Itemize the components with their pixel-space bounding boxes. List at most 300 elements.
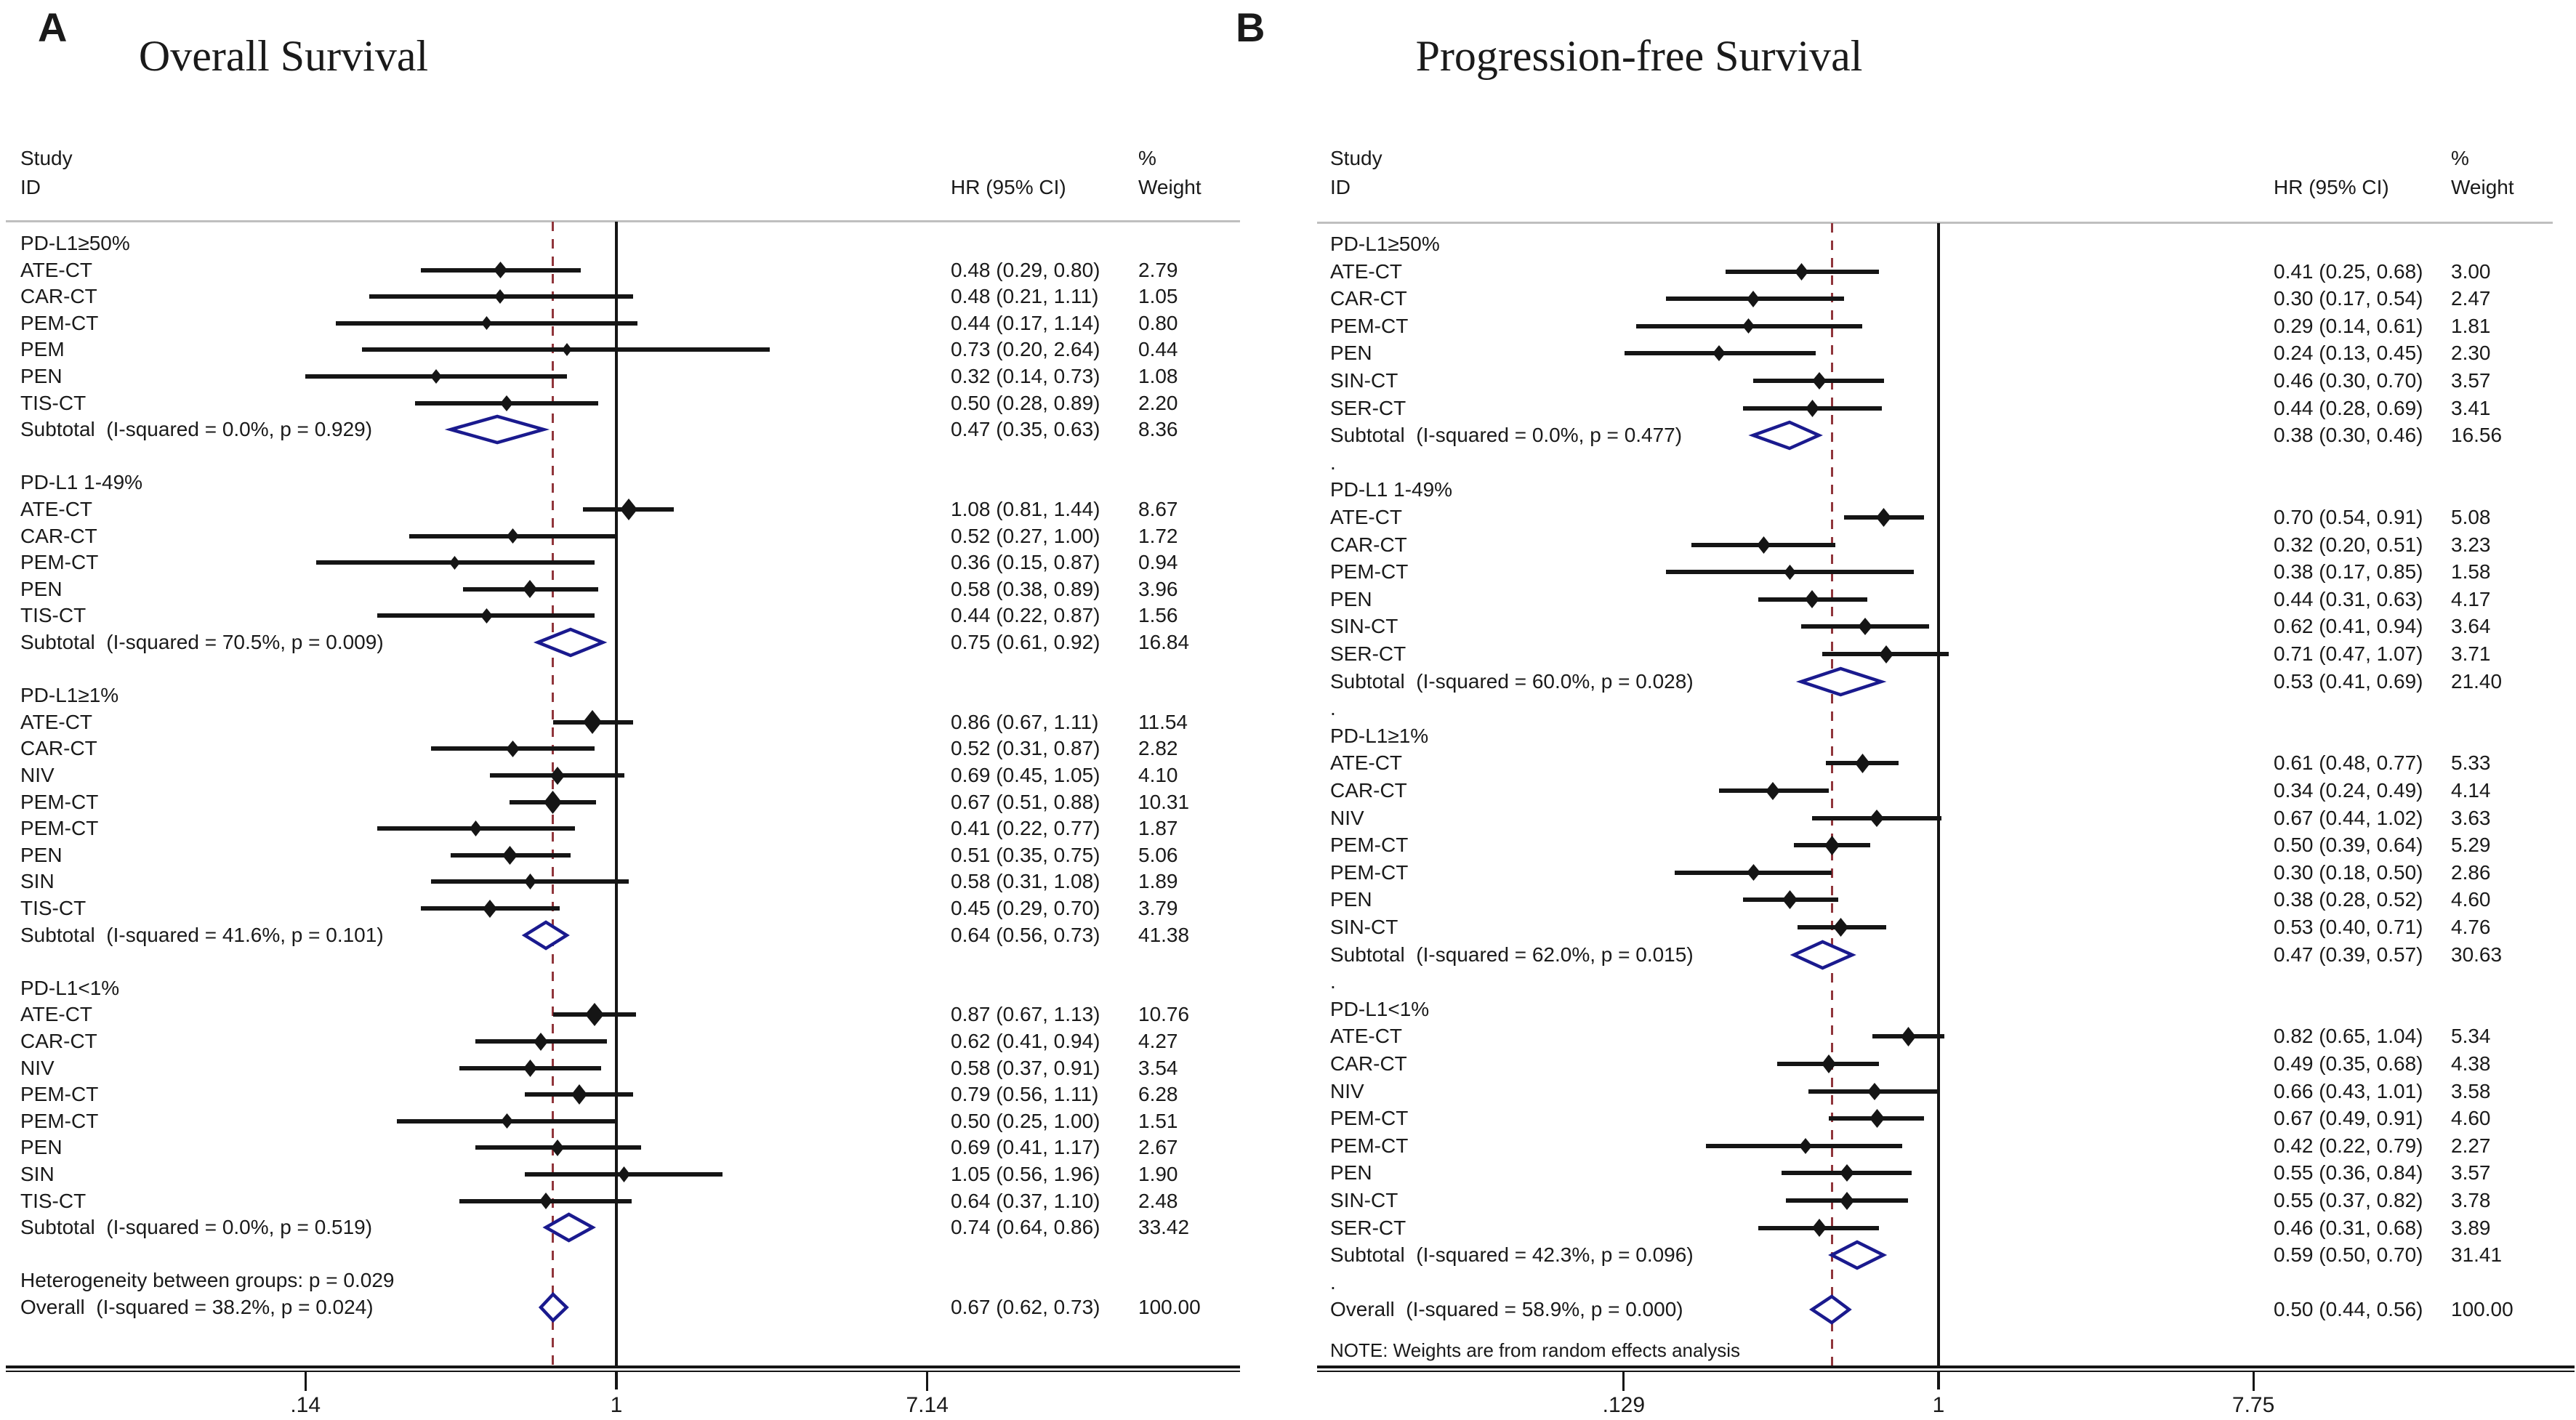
study-marker <box>1747 864 1760 881</box>
study-marker <box>1812 1219 1827 1237</box>
study-hr-value: 0.38 (0.17, 0.85) <box>2274 560 2423 584</box>
study-label: PEM-CT <box>1330 1107 1409 1130</box>
subtotal-diamond <box>534 625 607 660</box>
study-label: SIN <box>20 1163 55 1185</box>
group-label: PD-L1<1% <box>20 976 120 999</box>
study-weight-value: 10.76 <box>1138 1003 1190 1026</box>
axis-tick-label: 7.14 <box>906 1393 949 1417</box>
study-marker <box>507 528 519 544</box>
study-label: SIN-CT <box>1330 916 1398 938</box>
study-hr-value: 0.82 (0.65, 1.04) <box>2274 1025 2423 1048</box>
subtotal-weight-value: 31.41 <box>2451 1243 2503 1267</box>
study-hr-value: 0.30 (0.17, 0.54) <box>2274 287 2423 310</box>
study-marker <box>1795 263 1808 281</box>
group-label: PD-L1≥1% <box>1330 724 1429 747</box>
subtotal-weight-value: 16.84 <box>1138 631 1190 653</box>
study-weight-value: 6.28 <box>1138 1083 1178 1106</box>
study-label: SIN-CT <box>1330 369 1398 392</box>
subtotal-label: Subtotal (I-squared = 0.0%, p = 0.929) <box>20 418 373 441</box>
study-label: PEM-CT <box>1330 834 1409 857</box>
subtotal-hr-value: 0.53 (0.41, 0.69) <box>2274 669 2423 693</box>
subtotal-hr-value: 0.64 (0.56, 0.73) <box>951 923 1100 946</box>
study-label: PEM-CT <box>20 1109 99 1132</box>
study-weight-value: 5.08 <box>2451 506 2491 528</box>
study-marker <box>1806 400 1819 417</box>
group-separator-dot: . <box>1330 1270 1336 1294</box>
study-weight-value: 1.58 <box>2451 560 2491 584</box>
study-weight-value: 2.47 <box>2451 287 2491 310</box>
subtotal-diamond <box>520 918 571 953</box>
null-effect-line <box>615 222 618 1389</box>
study-marker <box>506 741 520 757</box>
study-weight-value: 3.23 <box>2451 533 2491 556</box>
axis-tick <box>1622 1372 1625 1391</box>
study-weight-value: 4.17 <box>2451 587 2491 610</box>
study-weight-value: 2.20 <box>1138 391 1178 414</box>
study-marker <box>502 846 518 865</box>
overall-diamond <box>1808 1292 1853 1327</box>
subtotal-weight-value: 8.36 <box>1138 418 1178 441</box>
subtotal-hr-value: 0.59 (0.50, 0.70) <box>2274 1243 2423 1267</box>
panel-title: Progression-free Survival <box>1415 32 1863 80</box>
subtotal-weight-value: 16.56 <box>2451 424 2503 447</box>
study-label: PEN <box>1330 1161 1372 1185</box>
study-weight-value: 3.64 <box>2451 615 2491 638</box>
study-weight-value: 2.67 <box>1138 1136 1178 1159</box>
study-label: SIN <box>20 870 55 893</box>
study-weight-value: 1.87 <box>1138 817 1178 840</box>
group-label: PD-L1 1-49% <box>1330 478 1453 501</box>
study-label: ATE-CT <box>20 710 93 733</box>
group-separator-dot: . <box>1330 697 1336 720</box>
study-weight-value: 0.80 <box>1138 311 1178 334</box>
group-separator-dot: . <box>1330 451 1336 474</box>
study-hr-value: 0.67 (0.49, 0.91) <box>2274 1107 2423 1130</box>
axis-tick-label: .14 <box>290 1393 321 1417</box>
x-axis-line <box>6 1365 1240 1372</box>
study-hr-value: 0.44 (0.17, 1.14) <box>951 311 1100 334</box>
axis-tick-label: 1 <box>1932 1393 1945 1417</box>
panel-title: Overall Survival <box>138 32 429 80</box>
study-hr-value: 0.67 (0.44, 1.02) <box>2274 806 2423 829</box>
study-hr-value: 0.64 (0.37, 1.10) <box>951 1189 1100 1212</box>
header-rule <box>1317 222 2553 224</box>
study-weight-value: 2.82 <box>1138 737 1178 760</box>
study-marker <box>524 874 536 889</box>
study-weight-value: 3.41 <box>2451 396 2491 419</box>
study-hr-value: 0.48 (0.21, 1.11) <box>951 285 1099 308</box>
study-weight-value: 3.58 <box>2451 1079 2491 1102</box>
study-label: CAR-CT <box>1330 779 1407 802</box>
study-hr-value: 0.44 (0.31, 0.63) <box>2274 587 2423 610</box>
study-label: PEM-CT <box>1330 560 1409 584</box>
study-label: NIV <box>1330 1079 1364 1102</box>
study-weight-value: 5.29 <box>2451 834 2491 857</box>
study-label: PEN <box>20 843 63 866</box>
study-label: PEN <box>20 1136 63 1159</box>
subtotal-weight-value: 33.42 <box>1138 1216 1190 1239</box>
overall-diamond <box>536 1290 571 1325</box>
study-label: NIV <box>20 1056 55 1079</box>
study-marker <box>551 1139 564 1156</box>
study-label: PEM-CT <box>20 551 99 574</box>
study-weight-value: 4.60 <box>2451 1107 2491 1130</box>
study-marker <box>470 820 482 836</box>
study-hr-value: 0.49 (0.35, 0.68) <box>2274 1052 2423 1075</box>
study-marker <box>1742 318 1755 334</box>
study-weight-value: 3.71 <box>2451 642 2491 665</box>
study-marker <box>1840 1164 1854 1182</box>
study-marker <box>1747 291 1760 307</box>
study-hr-value: 0.62 (0.41, 0.94) <box>2274 615 2423 638</box>
subtotal-weight-value: 30.63 <box>2451 943 2503 966</box>
study-weight-value: 5.06 <box>1138 843 1178 866</box>
study-marker <box>1833 918 1848 937</box>
group-label: PD-L1 1-49% <box>20 471 143 494</box>
study-marker <box>571 1084 587 1105</box>
study-weight-value: 1.05 <box>1138 285 1178 308</box>
study-marker <box>481 316 492 330</box>
study-marker <box>1822 1054 1836 1073</box>
subtotal-hr-value: 0.74 (0.64, 0.86) <box>951 1216 1100 1239</box>
subtotal-hr-value: 0.38 (0.30, 0.46) <box>2274 424 2423 447</box>
subtotal-label: Subtotal (I-squared = 60.0%, p = 0.028) <box>1330 669 1694 693</box>
study-hr-value: 0.55 (0.36, 0.84) <box>2274 1161 2423 1185</box>
study-label: PEM-CT <box>20 817 99 840</box>
study-marker <box>500 395 513 411</box>
study-hr-value: 0.62 (0.41, 0.94) <box>951 1030 1100 1052</box>
study-weight-value: 1.51 <box>1138 1109 1178 1132</box>
axis-tick <box>926 1372 928 1391</box>
study-marker <box>449 556 460 570</box>
study-hr-value: 0.79 (0.56, 1.11) <box>951 1083 1099 1106</box>
study-hr-value: 0.44 (0.22, 0.87) <box>951 604 1100 627</box>
study-label: ATE-CT <box>20 258 93 281</box>
panel-letter: A <box>38 4 68 50</box>
study-marker <box>1757 536 1771 554</box>
study-weight-value: 2.30 <box>2451 342 2491 365</box>
study-marker <box>1824 836 1840 855</box>
study-hr-value: 0.69 (0.41, 1.17) <box>951 1136 1100 1159</box>
study-hr-value: 0.50 (0.25, 1.00) <box>951 1109 1100 1132</box>
study-hr-value: 0.36 (0.15, 0.87) <box>951 551 1100 574</box>
study-marker <box>1812 372 1827 390</box>
study-weight-value: 4.10 <box>1138 764 1178 786</box>
study-label: CAR-CT <box>1330 533 1407 556</box>
study-marker <box>1855 754 1870 773</box>
study-hr-value: 0.48 (0.29, 0.80) <box>951 258 1100 281</box>
group-label: PD-L1≥50% <box>20 232 130 254</box>
column-header-weight: Weight <box>2451 176 2514 198</box>
study-hr-value: 0.52 (0.27, 1.00) <box>951 524 1100 547</box>
study-hr-value: 0.55 (0.37, 0.82) <box>2274 1189 2423 1211</box>
heterogeneity-note: Heterogeneity between groups: p = 0.029 <box>20 1269 395 1292</box>
study-hr-value: 0.70 (0.54, 0.91) <box>2274 506 2423 528</box>
study-marker <box>494 289 506 304</box>
study-label: TIS-CT <box>20 1189 86 1212</box>
subtotal-hr-value: 0.47 (0.35, 0.63) <box>951 418 1100 441</box>
study-marker <box>534 1033 548 1051</box>
study-hr-value: 0.58 (0.31, 1.08) <box>951 870 1100 893</box>
group-label: PD-L1<1% <box>1330 997 1430 1020</box>
study-marker <box>1766 782 1780 800</box>
study-label: SER-CT <box>1330 396 1406 419</box>
study-hr-value: 0.46 (0.30, 0.70) <box>2274 369 2423 392</box>
study-label: TIS-CT <box>20 604 86 627</box>
study-weight-value: 3.54 <box>1138 1056 1178 1079</box>
column-header-study: Study <box>20 147 73 169</box>
subtotal-label: Subtotal (I-squared = 41.6%, p = 0.101) <box>20 923 384 946</box>
study-label: PEM-CT <box>1330 860 1409 884</box>
header-rule <box>6 220 1240 222</box>
group-label: PD-L1≥50% <box>1330 233 1440 255</box>
study-weight-value: 5.33 <box>2451 751 2491 775</box>
study-marker <box>1712 345 1726 361</box>
study-marker <box>585 1003 604 1026</box>
study-marker <box>1869 1109 1885 1128</box>
overall-weight-value: 100.00 <box>1138 1296 1201 1318</box>
overall-weight-value: 100.00 <box>2451 1298 2513 1321</box>
column-header-pct: % <box>2451 147 2469 169</box>
study-label: SIN-CT <box>1330 1189 1398 1211</box>
column-header-id: ID <box>20 176 41 198</box>
subtotal-diamond <box>1790 937 1856 972</box>
study-hr-value: 0.67 (0.51, 0.88) <box>951 790 1100 813</box>
study-label: SER-CT <box>1330 642 1406 665</box>
subtotal-diamond <box>542 1210 597 1245</box>
study-weight-value: 4.60 <box>2451 888 2491 911</box>
x-axis-line <box>1317 1365 2575 1372</box>
study-weight-value: 2.48 <box>1138 1189 1178 1212</box>
overall-label: Overall (I-squared = 38.2%, p = 0.024) <box>20 1296 374 1318</box>
study-hr-value: 0.51 (0.35, 0.75) <box>951 843 1100 866</box>
study-label: PEM-CT <box>1330 314 1409 337</box>
column-header-pct: % <box>1138 147 1156 169</box>
axis-tick-label: .129 <box>1602 1393 1646 1417</box>
study-weight-value: 3.57 <box>2451 1161 2491 1185</box>
column-header-study: Study <box>1330 147 1382 169</box>
study-weight-value: 0.94 <box>1138 551 1178 574</box>
study-marker <box>544 791 562 814</box>
study-hr-value: 0.29 (0.14, 0.61) <box>2274 314 2423 337</box>
subtotal-label: Subtotal (I-squared = 62.0%, p = 0.015) <box>1330 943 1694 966</box>
study-marker <box>620 499 637 520</box>
study-label: CAR-CT <box>20 737 97 760</box>
study-label: CAR-CT <box>1330 287 1407 310</box>
study-label: PEN <box>1330 888 1372 911</box>
study-label: CAR-CT <box>20 1030 97 1052</box>
subtotal-diamond <box>446 412 548 447</box>
study-marker <box>1799 1138 1812 1154</box>
study-weight-value: 3.63 <box>2451 806 2491 829</box>
study-label: PEN <box>20 365 63 387</box>
study-hr-value: 0.52 (0.31, 0.87) <box>951 737 1100 760</box>
subtotal-label: Subtotal (I-squared = 0.0%, p = 0.519) <box>20 1216 373 1239</box>
overall-estimate-dashed-line <box>1831 223 1833 1365</box>
study-marker <box>494 262 507 278</box>
study-marker <box>1784 565 1796 580</box>
study-label: PEM-CT <box>20 311 99 334</box>
study-hr-value: 0.87 (0.67, 1.13) <box>951 1003 1100 1026</box>
study-weight-value: 1.90 <box>1138 1163 1178 1185</box>
study-label: SER-CT <box>1330 1216 1406 1239</box>
study-hr-value: 0.34 (0.24, 0.49) <box>2274 779 2423 802</box>
study-marker <box>1782 890 1798 909</box>
column-header-hr: HR (95% CI) <box>2274 176 2389 198</box>
study-weight-value: 3.89 <box>2451 1216 2491 1239</box>
group-separator-dot: . <box>1330 970 1336 993</box>
study-hr-value: 0.69 (0.45, 1.05) <box>951 764 1100 786</box>
axis-tick <box>305 1372 307 1391</box>
study-hr-value: 0.58 (0.37, 0.91) <box>951 1056 1100 1079</box>
study-marker <box>1879 645 1893 663</box>
study-marker <box>583 710 602 734</box>
subtotal-weight-value: 41.38 <box>1138 923 1190 946</box>
study-weight-value: 4.14 <box>2451 779 2491 802</box>
study-hr-value: 0.38 (0.28, 0.52) <box>2274 888 2423 911</box>
study-label: ATE-CT <box>1330 751 1403 775</box>
study-label: PEM-CT <box>20 1083 99 1106</box>
study-weight-value: 10.31 <box>1138 790 1190 813</box>
column-header-weight: Weight <box>1138 176 1202 198</box>
study-hr-value: 0.30 (0.18, 0.50) <box>2274 860 2423 884</box>
study-weight-value: 4.38 <box>2451 1052 2491 1075</box>
study-hr-value: 0.61 (0.48, 0.77) <box>2274 751 2423 775</box>
study-hr-value: 0.58 (0.38, 0.89) <box>951 577 1100 600</box>
study-weight-value: 1.89 <box>1138 870 1178 893</box>
study-marker <box>523 580 537 598</box>
study-weight-value: 1.81 <box>2451 314 2491 337</box>
subtotal-label: Subtotal (I-squared = 70.5%, p = 0.009) <box>20 631 384 653</box>
group-label: PD-L1≥1% <box>20 684 119 707</box>
study-marker <box>618 1166 630 1182</box>
study-label: CAR-CT <box>20 285 97 308</box>
study-marker <box>523 1060 537 1077</box>
study-label: CAR-CT <box>20 524 97 547</box>
study-weight-value: 3.79 <box>1138 897 1178 919</box>
study-weight-value: 3.57 <box>2451 369 2491 392</box>
null-effect-line <box>1937 223 1940 1389</box>
study-weight-value: 0.44 <box>1138 338 1178 361</box>
study-marker <box>483 900 497 918</box>
study-hr-value: 0.53 (0.40, 0.71) <box>2274 916 2423 938</box>
study-label: ATE-CT <box>1330 1025 1403 1048</box>
study-hr-value: 0.50 (0.28, 0.89) <box>951 391 1100 414</box>
study-hr-value: 0.71 (0.47, 1.07) <box>2274 642 2423 665</box>
axis-tick-label: 1 <box>610 1393 623 1417</box>
study-label: ATE-CT <box>20 1003 93 1026</box>
study-marker <box>1876 508 1891 527</box>
study-weight-value: 8.67 <box>1138 498 1178 520</box>
study-hr-value: 0.46 (0.31, 0.68) <box>2274 1216 2423 1239</box>
study-weight-value: 11.54 <box>1138 710 1188 733</box>
study-label: PEN <box>20 577 63 600</box>
column-header-id: ID <box>1330 176 1351 198</box>
study-label: CAR-CT <box>1330 1052 1407 1075</box>
study-marker <box>1805 590 1819 608</box>
study-marker <box>1867 1083 1882 1100</box>
study-marker <box>501 1113 513 1129</box>
study-weight-value: 1.56 <box>1138 604 1178 627</box>
study-weight-value: 2.86 <box>2451 860 2491 884</box>
study-hr-value: 0.86 (0.67, 1.11) <box>951 710 1099 733</box>
study-marker <box>562 343 572 356</box>
study-marker <box>1869 810 1884 827</box>
subtotal-hr-value: 0.47 (0.39, 0.57) <box>2274 943 2423 966</box>
subtotal-weight-value: 21.40 <box>2451 669 2503 693</box>
study-label: PEM <box>20 338 65 361</box>
subtotal-label: Subtotal (I-squared = 0.0%, p = 0.477) <box>1330 424 1683 447</box>
study-marker <box>550 767 565 785</box>
study-label: PEM-CT <box>20 790 99 813</box>
study-marker <box>539 1193 552 1209</box>
study-label: ATE-CT <box>20 498 93 520</box>
study-label: PEN <box>1330 587 1372 610</box>
study-weight-value: 3.00 <box>2451 259 2491 283</box>
study-label: SIN-CT <box>1330 615 1398 638</box>
overall-hr-value: 0.67 (0.62, 0.73) <box>951 1296 1100 1318</box>
axis-tick <box>2253 1372 2255 1391</box>
study-weight-value: 1.08 <box>1138 365 1178 387</box>
study-hr-value: 0.45 (0.29, 0.70) <box>951 897 1100 919</box>
study-marker <box>1901 1027 1916 1046</box>
study-label: PEM-CT <box>1330 1134 1409 1157</box>
subtotal-hr-value: 0.75 (0.61, 0.92) <box>951 631 1100 653</box>
study-marker <box>430 369 442 384</box>
panel-letter: B <box>1236 4 1265 50</box>
study-weight-value: 4.27 <box>1138 1030 1178 1052</box>
study-weight-value: 2.27 <box>2451 1134 2491 1157</box>
study-label: NIV <box>20 764 55 786</box>
axis-tick-label: 7.75 <box>2231 1393 2275 1417</box>
study-hr-value: 0.24 (0.13, 0.45) <box>2274 342 2423 365</box>
study-hr-value: 0.66 (0.43, 1.01) <box>2274 1079 2423 1102</box>
subtotal-diamond <box>1749 418 1823 453</box>
overall-label: Overall (I-squared = 58.9%, p = 0.000) <box>1330 1298 1683 1321</box>
study-weight-value: 1.72 <box>1138 524 1178 547</box>
study-weight-value: 5.34 <box>2451 1025 2491 1048</box>
study-hr-value: 1.08 (0.81, 1.44) <box>951 498 1100 520</box>
study-weight-value: 3.78 <box>2451 1189 2491 1211</box>
study-weight-value: 3.96 <box>1138 577 1178 600</box>
study-marker <box>1858 618 1872 635</box>
study-hr-value: 0.50 (0.39, 0.64) <box>2274 834 2423 857</box>
study-label: TIS-CT <box>20 897 86 919</box>
study-hr-value: 0.44 (0.28, 0.69) <box>2274 396 2423 419</box>
study-hr-value: 1.05 (0.56, 1.96) <box>951 1163 1100 1185</box>
column-header-hr: HR (95% CI) <box>951 176 1066 198</box>
study-hr-value: 0.73 (0.20, 2.64) <box>951 338 1100 361</box>
study-hr-value: 0.42 (0.22, 0.79) <box>2274 1134 2423 1157</box>
study-label: TIS-CT <box>20 391 86 414</box>
study-hr-value: 0.41 (0.22, 0.77) <box>951 817 1100 840</box>
study-marker <box>1840 1192 1854 1210</box>
study-marker <box>480 608 493 624</box>
study-label: ATE-CT <box>1330 506 1403 528</box>
study-weight-value: 2.79 <box>1138 258 1178 281</box>
study-label: PEN <box>1330 342 1372 365</box>
weights-note: NOTE: Weights are from random effects analysis <box>1330 1339 1741 1361</box>
study-label: NIV <box>1330 806 1364 829</box>
study-label: ATE-CT <box>1330 259 1403 283</box>
subtotal-label: Subtotal (I-squared = 42.3%, p = 0.096) <box>1330 1243 1694 1267</box>
study-hr-value: 0.41 (0.25, 0.68) <box>2274 259 2423 283</box>
subtotal-diamond <box>1797 664 1885 699</box>
study-weight-value: 4.76 <box>2451 916 2491 938</box>
subtotal-diamond <box>1827 1238 1888 1272</box>
overall-hr-value: 0.50 (0.44, 0.56) <box>2274 1298 2423 1321</box>
study-hr-value: 0.32 (0.14, 0.73) <box>951 365 1100 387</box>
